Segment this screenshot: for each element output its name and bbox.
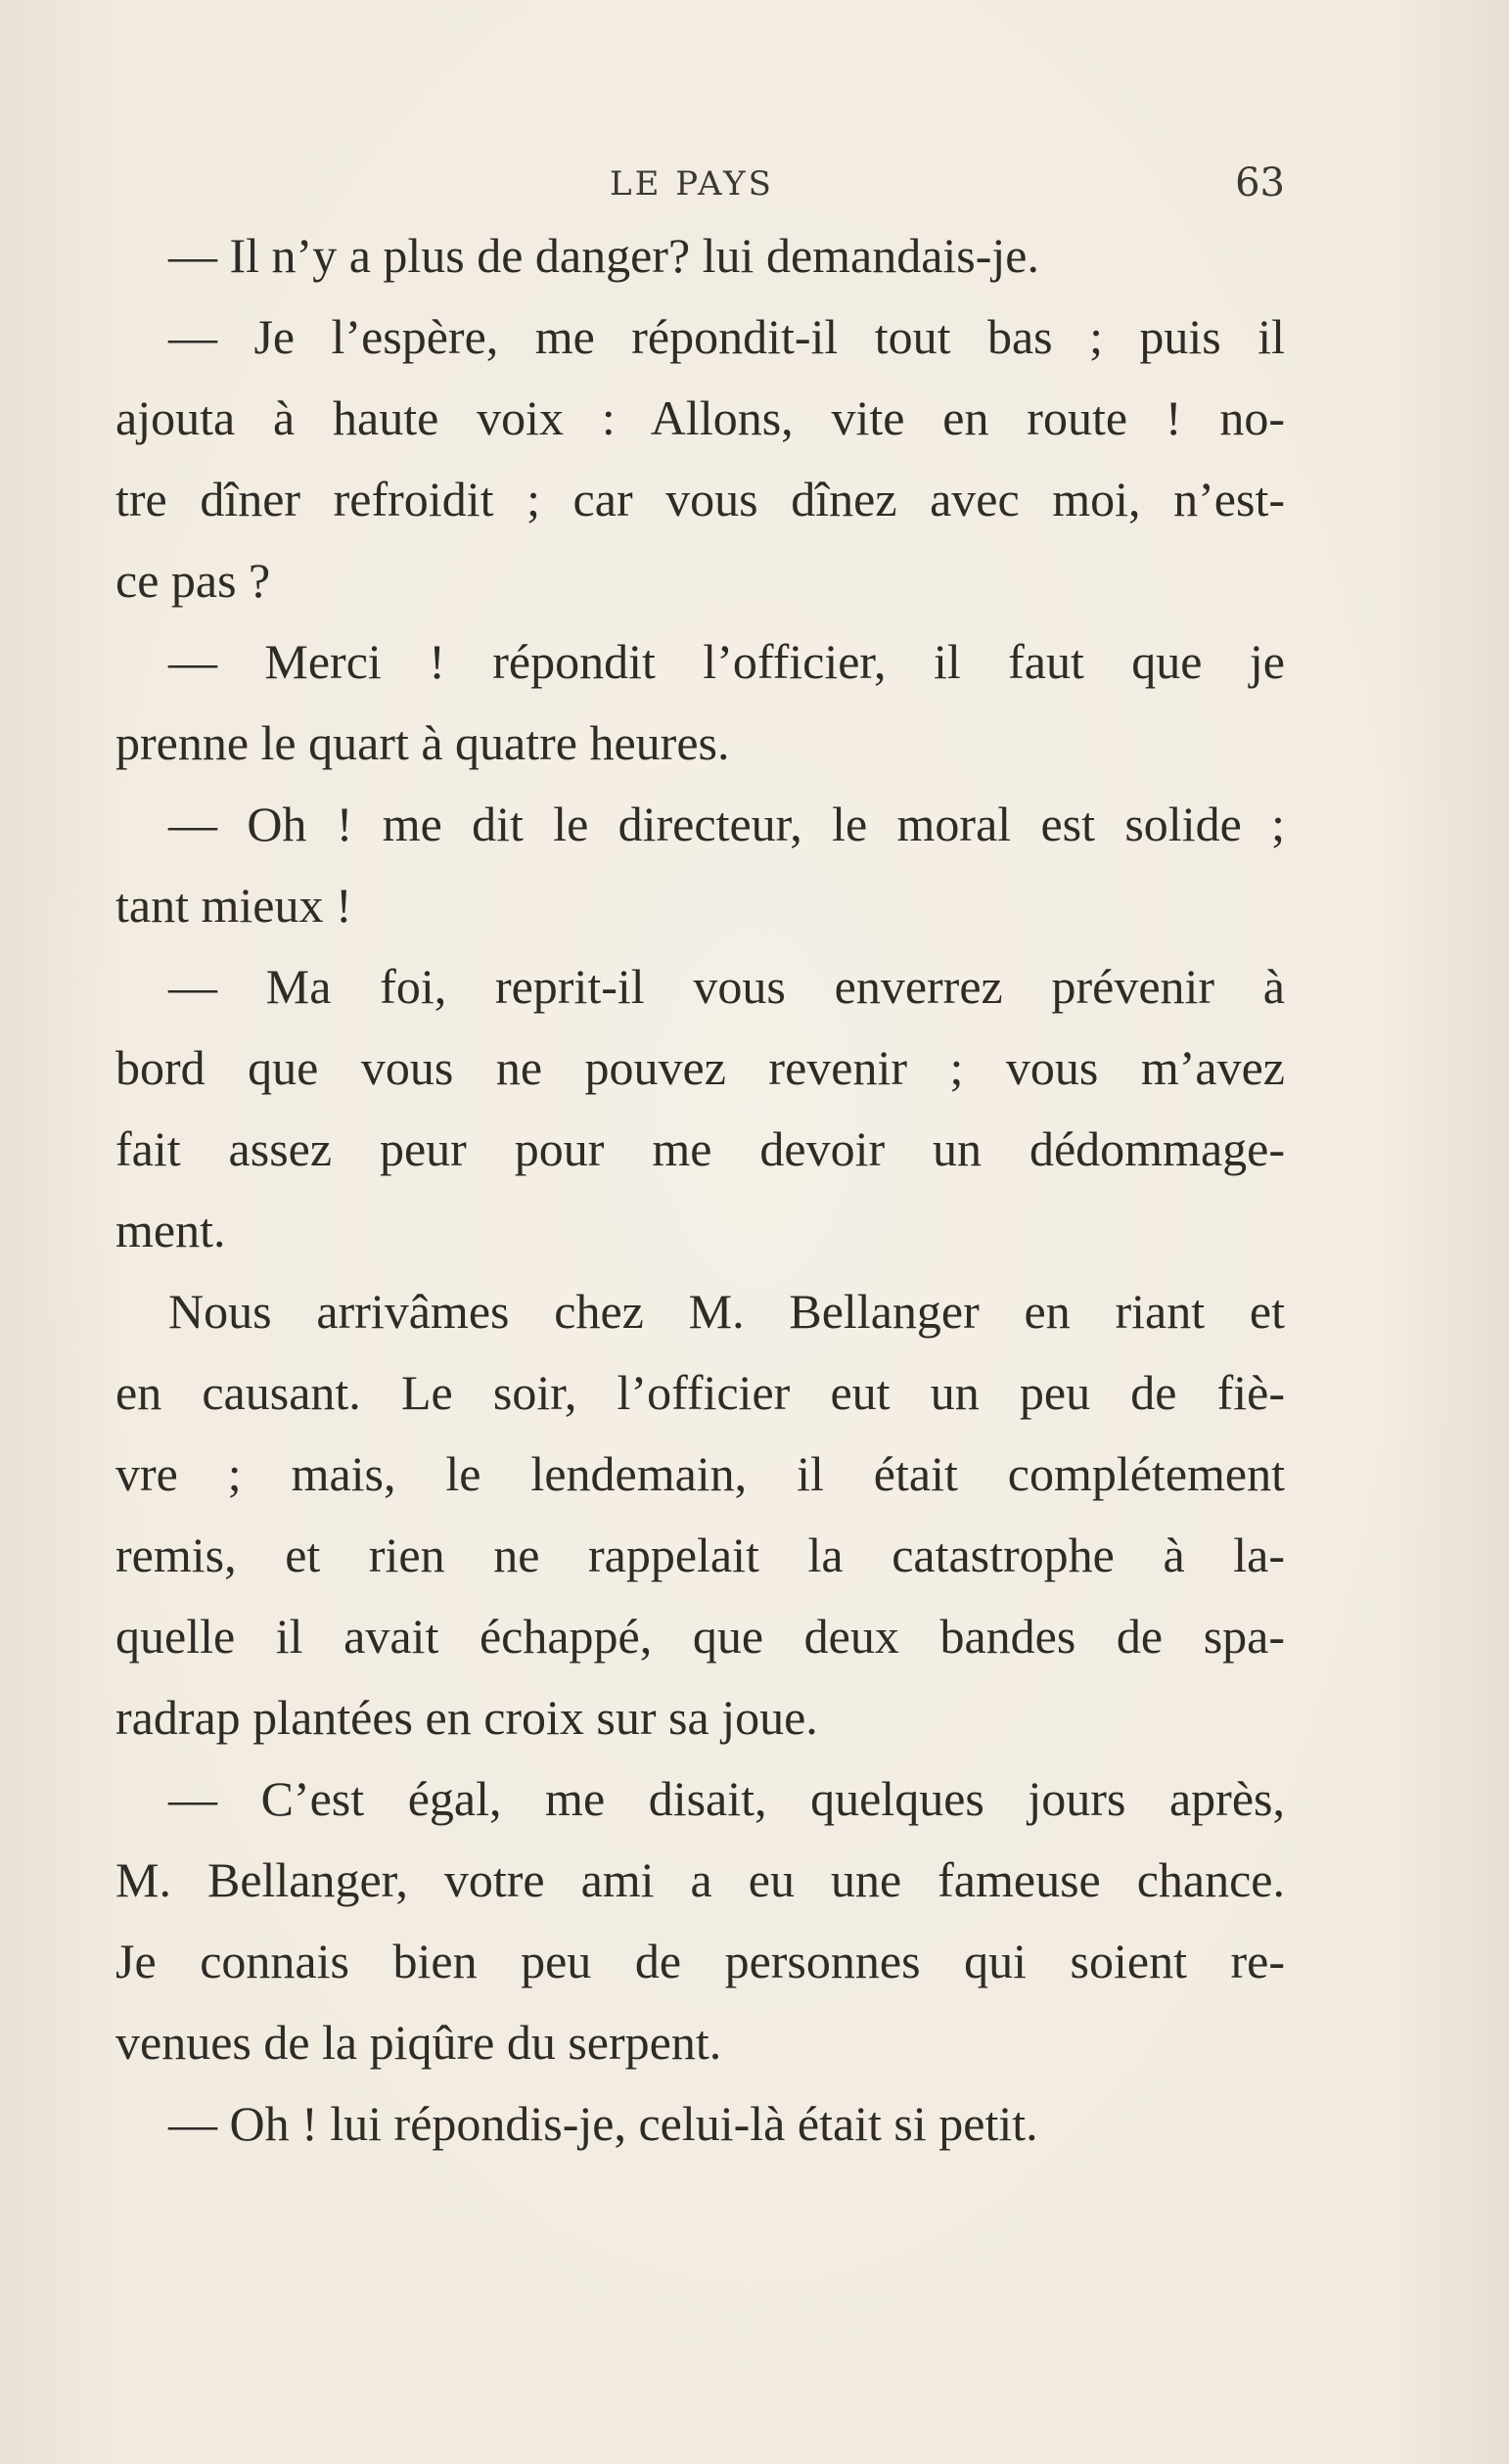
text-line: remis, et rien ne rappelait la catastrophe à la- bbox=[115, 1528, 1285, 1582]
text-line: tre dîner refroidit ; car vous dînez avec moi, n’est- bbox=[115, 472, 1285, 526]
text-line: — Il n’y a plus de danger? lui demandais-je. bbox=[168, 228, 1039, 283]
text-line: M. Bellanger, votre ami a eu une fameuse chance. bbox=[115, 1852, 1285, 1907]
text-line: — Merci ! répondit l’officier, il faut que je bbox=[168, 634, 1285, 689]
paragraph bbox=[115, 1758, 1285, 2083]
text-line: — Oh ! me dit le directeur, le moral est solide ; bbox=[168, 797, 1285, 851]
text-line: — Ma foi, reprit-il vous enverrez prévenir à bbox=[168, 959, 1285, 1014]
text-line: fait assez peur pour me devoir un dédommage- bbox=[115, 1121, 1285, 1176]
text-line: radrap plantées en croix sur sa joue. bbox=[115, 1690, 818, 1745]
text-line: tant mieux ! bbox=[115, 878, 352, 933]
text-line: ce pas ? bbox=[115, 553, 271, 608]
page-number: 63 bbox=[1235, 160, 1285, 205]
paragraph bbox=[115, 1271, 1285, 1758]
text-line: ajouta à haute voix : Allons, vite en route ! no- bbox=[115, 390, 1285, 445]
text-line: — C’est égal, me disait, quelques jours après, bbox=[168, 1771, 1285, 1826]
paragraph bbox=[115, 946, 1285, 1271]
text-line: — Je l’espère, me répondit-il tout bas ; puis il bbox=[168, 309, 1285, 364]
paragraph bbox=[115, 621, 1285, 784]
body-text bbox=[115, 215, 1285, 2165]
running-head-title: LE PAYS bbox=[610, 164, 774, 204]
text-line: bord que vous ne pouvez revenir ; vous m’avez bbox=[115, 1040, 1285, 1095]
running-head bbox=[115, 160, 1285, 213]
text-line: quelle il avait échappé, que deux bandes de spa- bbox=[115, 1609, 1285, 1664]
paragraph bbox=[115, 215, 1285, 297]
text-line: vre ; mais, le lendemain, il était complétement bbox=[115, 1446, 1285, 1501]
text-line: Je connais bien peu de personnes qui soient re- bbox=[115, 1934, 1285, 1988]
text-line: ment. bbox=[115, 1203, 226, 1257]
text-line: — Oh ! lui répondis-je, celui-là était si petit. bbox=[168, 2096, 1038, 2151]
text-line: prenne le quart à quatre heures. bbox=[115, 715, 730, 770]
text-line: Nous arrivâmes chez M. Bellanger en riant et bbox=[168, 1284, 1285, 1339]
text-line: venues de la piqûre du serpent. bbox=[115, 2015, 722, 2070]
text-line: en causant. Le soir, l’officier eut un peu de fiè- bbox=[115, 1365, 1285, 1420]
paragraph bbox=[115, 297, 1285, 621]
paragraph bbox=[115, 2083, 1285, 2165]
paragraph bbox=[115, 784, 1285, 946]
